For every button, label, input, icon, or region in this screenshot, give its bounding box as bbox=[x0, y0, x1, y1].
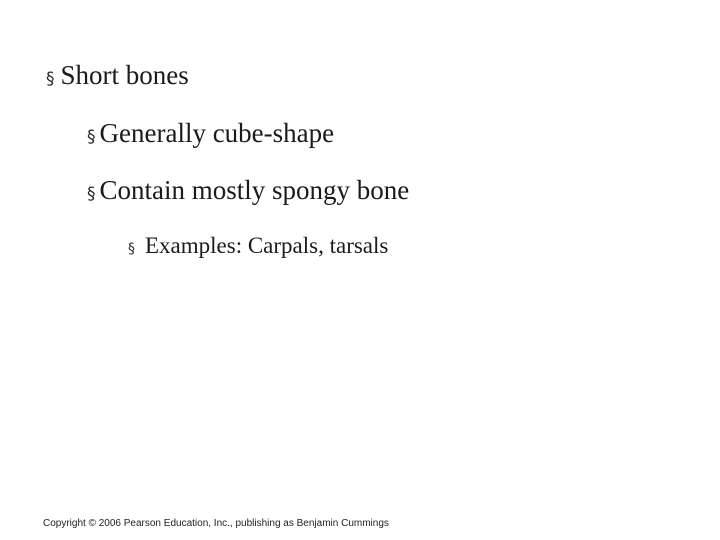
bullet-contain-spongy-bone bbox=[87, 175, 409, 206]
bullet-generally-cube-shape bbox=[87, 118, 334, 149]
bullet-marker-icon: § bbox=[46, 69, 55, 89]
bullet-marker-icon: § bbox=[128, 241, 135, 257]
bullet-examples bbox=[128, 233, 388, 259]
bullet-marker-icon: § bbox=[87, 127, 96, 147]
bullet-text: Contain mostly spongy bone bbox=[99, 175, 410, 205]
bullet-marker-icon: § bbox=[87, 184, 96, 204]
bullet-short-bones bbox=[46, 60, 189, 91]
copyright-footer: Copyright © 2006 Pearson Education, Inc., publishing as Benjamin Cummings bbox=[43, 518, 389, 529]
bullet-text: Generally cube-shape bbox=[99, 118, 335, 148]
bullet-text: Short bones bbox=[60, 60, 189, 90]
bullet-text: Examples: Carpals, tarsals bbox=[145, 233, 389, 258]
